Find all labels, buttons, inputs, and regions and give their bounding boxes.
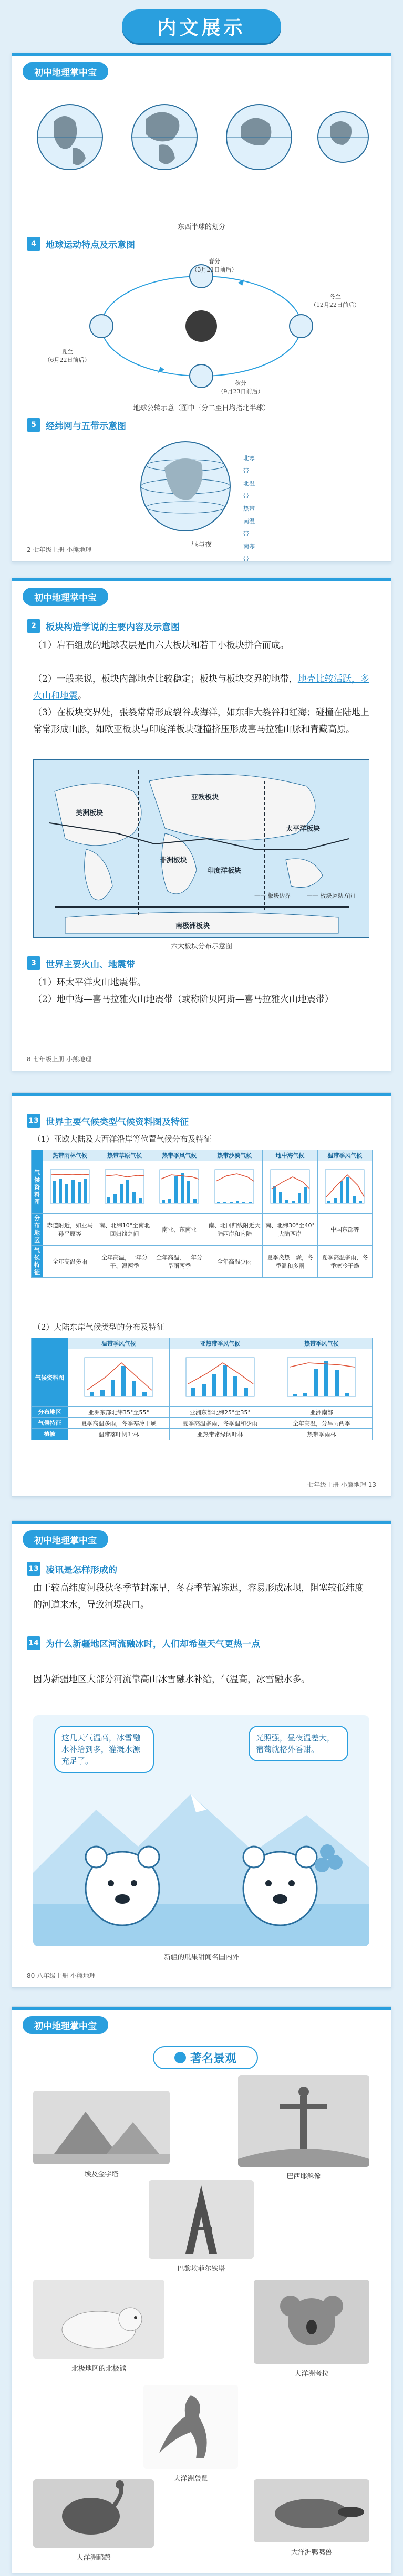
climograph xyxy=(282,1353,361,1401)
table-header: 温带季风气候 xyxy=(68,1338,170,1349)
legend-boundary: —— 板块边界 xyxy=(254,892,291,899)
zone-label: 南寒带 xyxy=(243,543,255,562)
illustration-caption: 新疆的瓜果甜闻名国内外 xyxy=(163,1954,239,1962)
table-header: 热带季风气候 xyxy=(271,1338,373,1349)
content-panel-4 xyxy=(12,1520,391,1988)
table-corner xyxy=(32,1150,43,1161)
climate-table-1 xyxy=(31,1150,373,1278)
orbit-caption: 地球公转示意（图中三分二至日均指北半球） xyxy=(133,404,270,412)
orbit-label-winter: 冬至 （12月22日前后） xyxy=(311,293,360,308)
panel-stripe xyxy=(12,1521,391,1524)
content-panel-1 xyxy=(12,53,391,562)
section-3-heading xyxy=(27,956,376,970)
climate-table-2 xyxy=(31,1338,373,1440)
section-number: 4 xyxy=(27,237,40,251)
table-row xyxy=(32,1161,373,1214)
sun-mark xyxy=(185,310,217,342)
climograph xyxy=(181,1353,260,1401)
climograph-cell xyxy=(206,1161,263,1214)
plate-map xyxy=(33,759,369,938)
section-badge: 初中地理掌中宝 xyxy=(23,62,108,80)
earth-orbit-diagram xyxy=(65,255,338,397)
page-footer: 七年级上册 小熊地理 13 xyxy=(307,1481,376,1488)
table-header: 热带草原气候 xyxy=(97,1150,152,1161)
section-number: 5 xyxy=(27,418,40,432)
orbit-label-autumn: 秋分 （9月23日前后） xyxy=(218,380,264,395)
hemisphere-globe-2 xyxy=(132,105,197,170)
page-footer: 2 七年级上册 小熊地理 xyxy=(27,546,92,554)
table-cell: 亚洲南部 xyxy=(271,1407,373,1418)
landmarks-title: 著名景观 xyxy=(190,2052,236,2066)
section-title: 凌讯是怎样形成的 xyxy=(46,1565,117,1576)
hemisphere-globe-1 xyxy=(37,105,102,170)
table-header: 地中海气候 xyxy=(263,1150,317,1161)
row-label: 分布地区 xyxy=(32,1407,68,1418)
photo-eiffel xyxy=(149,2180,254,2259)
plate-map-caption: 六大板块分布示意图 xyxy=(170,943,232,951)
panel-stripe xyxy=(12,2007,391,2010)
climate-zone-globe xyxy=(133,436,254,536)
plate-label: 美洲板块 xyxy=(76,809,104,817)
landmark-caption: 巴黎埃菲尔铁塔 xyxy=(177,2265,225,2273)
row-label: 气候特征 xyxy=(32,1418,68,1429)
plate-paragraph-2 xyxy=(33,671,372,704)
section-4-heading xyxy=(27,237,376,251)
table-cell: 亚洲东部北纬25°至35° xyxy=(170,1407,271,1418)
table-cell: 南、北回归线附近大陆西岸和内陆 xyxy=(206,1214,263,1246)
table-cell: 赤道附近，如亚马孙平原等 xyxy=(43,1214,97,1246)
page-footer: 8 七年级上册 小熊地理 xyxy=(27,1056,92,1063)
section-badge: 初中地理掌中宝 xyxy=(23,588,108,606)
plate-label: 亚欧板块 xyxy=(191,794,219,801)
page-title-banner: 内文展示 xyxy=(122,9,281,43)
row-label: 气候资料图 xyxy=(32,1349,68,1407)
zone-label: 热带 xyxy=(243,505,255,512)
table-2-heading: （2）大陆东岸气候类型的分布及特征 xyxy=(33,1322,164,1332)
plate-label: 太平洋板块 xyxy=(286,825,321,833)
climograph-cell xyxy=(43,1161,97,1214)
content-panel-2 xyxy=(12,578,391,1071)
section-badge: 初中地理掌中宝 xyxy=(23,1530,108,1548)
landmark-caption: 巴西耶稣像 xyxy=(286,2173,321,2181)
table-cell: 中国东部等 xyxy=(317,1214,372,1246)
hemisphere-globe-4 xyxy=(318,112,368,162)
zone-label: 北寒带 xyxy=(243,455,255,474)
plate-label: 南极洲板块 xyxy=(175,922,210,930)
table-cell: 温带落叶阔叶林 xyxy=(68,1429,170,1440)
climograph-cell xyxy=(317,1161,372,1214)
xinjiang-paragraph: 因为新疆地区大部分河流靠高山冰雪融水补给，气温高，冰雪融水多。 xyxy=(33,1674,310,1685)
section-number: 13 xyxy=(27,1562,40,1576)
climograph xyxy=(156,1165,203,1207)
panel-stripe xyxy=(12,1093,391,1096)
landmark-caption: 大洋洲袋鼠 xyxy=(173,2475,208,2483)
hemisphere-caption: 东西半球的划分 xyxy=(177,223,225,231)
plate-label: 非洲板块 xyxy=(160,857,188,864)
legend-motion: —— 板块运动方向 xyxy=(307,892,355,899)
section-title: 经纬网与五带示意图 xyxy=(46,421,126,432)
row-label: 气候特征 xyxy=(32,1246,43,1278)
climograph xyxy=(321,1165,368,1207)
table-cell: 热带季雨林 xyxy=(271,1429,373,1440)
section-title: 地球运动特点及示意图 xyxy=(46,239,135,251)
photo-emu xyxy=(33,2479,154,2548)
table-corner xyxy=(32,1338,68,1349)
page-footer: 80 八年级上册 小熊地理 xyxy=(27,1972,96,1979)
climograph xyxy=(79,1353,158,1401)
table-header: 温带季风气候 xyxy=(317,1150,372,1161)
table-cell: 夏季炎热干燥，冬季温和多雨 xyxy=(263,1246,317,1278)
hemisphere-maps xyxy=(33,90,369,221)
table-cell: 南、北纬30°至40°大陆西岸 xyxy=(263,1214,317,1246)
landmarks-heading xyxy=(153,2046,258,2069)
section-title: 世界主要气候类型气候资料图及特征 xyxy=(46,1117,189,1128)
table-cell: 全年高温，一年分旱雨两季 xyxy=(152,1246,206,1278)
climograph-cell xyxy=(152,1161,206,1214)
climograph xyxy=(211,1165,258,1207)
orbit-label-spring: 春分 （3月21日前后） xyxy=(191,258,237,273)
table-header: 热带雨林气候 xyxy=(43,1150,97,1161)
photo-pyramid xyxy=(33,2091,170,2164)
earth-winter xyxy=(290,315,313,338)
section-13-heading xyxy=(27,1562,376,1576)
table-cell: 全年高温多雨 xyxy=(43,1246,97,1278)
landmark-caption: 埃及金字塔 xyxy=(84,2171,119,2178)
landmark-caption: 大洋洲考拉 xyxy=(294,2370,329,2378)
table-1-heading: （1）亚欧大陆及大西洋沿岸等位置气候分布及特征 xyxy=(33,1134,212,1144)
table-header: 亚热带季风气候 xyxy=(170,1338,271,1349)
speech-bubble-left: 这几天气温高，冰雪融水补给到多，灌溉水源充足了。 xyxy=(54,1726,154,1773)
photo-polar-bear xyxy=(33,2280,164,2359)
table-header: 热带沙漠气候 xyxy=(206,1150,263,1161)
table-cell: 南亚、东南亚 xyxy=(152,1214,206,1246)
panel-stripe xyxy=(12,578,391,581)
globe-caption: 昼与夜 xyxy=(191,541,212,549)
content-panel-3 xyxy=(12,1092,391,1497)
text-run: （2）一般来说，板块内部地壳比较稳定；板块与板块交界的地带， xyxy=(33,674,298,684)
section-title: 为什么新疆地区河流融冰时，人们却希望天气更热一点 xyxy=(46,1639,260,1650)
table-row xyxy=(32,1407,373,1418)
table-cell: 亚热带常绿阔叶林 xyxy=(170,1429,271,1440)
volcano-line-2: （2）地中海—喜马拉雅火山地震带（或称阶贝阿斯—喜马拉雅火山地震带） xyxy=(33,994,334,1005)
speech-bubble-right: 光照强，昼夜温差大，葡萄就格外香甜。 xyxy=(249,1726,348,1761)
earth-summer xyxy=(90,315,113,338)
climograph xyxy=(266,1165,314,1207)
zone-label: 北温带 xyxy=(243,480,255,499)
section-number: 14 xyxy=(27,1636,40,1650)
table-row xyxy=(32,1338,373,1349)
table-cell: 夏季高温多雨，冬季寒冷干燥 xyxy=(68,1418,170,1429)
table-row xyxy=(32,1418,373,1429)
section-number: 3 xyxy=(27,956,40,970)
section-badge: 初中地理掌中宝 xyxy=(23,2016,108,2034)
row-label: 分布地区 xyxy=(32,1214,43,1246)
section-14-heading xyxy=(27,1636,376,1650)
landmark-caption: 大洋洲鸸鹋 xyxy=(76,2554,111,2562)
bear-left xyxy=(86,1847,159,1925)
section-title: 世界主要火山、地震带 xyxy=(46,959,135,970)
table-cell: 夏季高温多雨，冬季温和少雨 xyxy=(170,1418,271,1429)
landmark-caption: 大洋洲鸭嘴兽 xyxy=(291,2549,332,2557)
section-2-heading xyxy=(27,619,376,633)
section-13-heading xyxy=(27,1114,376,1128)
table-cell: 南、北纬10°至南北回归线之间 xyxy=(97,1214,152,1246)
climograph xyxy=(101,1165,148,1207)
table-cell: 夏季高温多雨，冬季寒冷干燥 xyxy=(317,1246,372,1278)
climograph-cell xyxy=(263,1161,317,1214)
orbit-label-summer: 夏至 （6月22日前后） xyxy=(44,348,90,363)
volcano-line-1: （1）环太平洋火山地震带。 xyxy=(33,977,146,988)
table-row xyxy=(32,1214,373,1246)
table-cell: 亚洲东部北纬35°至55° xyxy=(68,1407,170,1418)
ice-flood-paragraph: 由于较高纬度河段秋冬季节封冻早，冬春季节解冻迟，容易形成冰坝，阻塞较低纬度的河道来水，导致河堤决口。 xyxy=(33,1583,364,1610)
climograph-cell xyxy=(271,1349,373,1407)
hemisphere-globe-3 xyxy=(226,105,292,170)
plate-paragraph-3: （3）在板块交界处，張裂常常形成裂谷或海洋，如东非大裂谷和红海；碰撞在陆地上常常形成山脉，如欧亚板块与印度洋板块碰撞挤压形成喜马拉雅山脉和青藏高原。 xyxy=(33,707,369,735)
content-panel-5 xyxy=(12,2006,391,2573)
panel-stripe xyxy=(12,53,391,56)
table-cell: 全年高温，分旱雨两季 xyxy=(271,1418,373,1429)
climograph-cell xyxy=(97,1161,152,1214)
photo-christ-statue xyxy=(238,2075,369,2167)
plate-paragraph-1: （1）岩石组成的地球表层是由六大板块和若干小板块拼合而成。 xyxy=(33,640,289,651)
section-title: 板块构造学说的主要内容及示意图 xyxy=(46,622,180,633)
landmark-caption: 北极地区的北极熊 xyxy=(71,2365,126,2373)
table-row xyxy=(32,1349,373,1407)
table-row xyxy=(32,1429,373,1440)
zone-label: 南温带 xyxy=(243,518,255,537)
photo-koala xyxy=(254,2280,369,2364)
photo-kangaroo xyxy=(143,2385,238,2469)
text-run: 。 xyxy=(78,691,87,701)
table-header: 热带季风气候 xyxy=(152,1150,206,1161)
climograph-cell xyxy=(170,1349,271,1407)
table-cell: 全年高温，一年分干、湿两季 xyxy=(97,1246,152,1278)
climograph-cell xyxy=(68,1349,170,1407)
bear-illustration xyxy=(33,1715,369,1946)
highlight-text: 地壳比较活跃，多火山和地震 xyxy=(33,674,369,701)
photo-platypus xyxy=(254,2479,369,2542)
table-row xyxy=(32,1150,373,1161)
section-5-heading xyxy=(27,418,376,432)
climograph xyxy=(46,1165,94,1207)
row-label: 植被 xyxy=(32,1429,68,1440)
globe-icon xyxy=(174,2052,186,2063)
table-row xyxy=(32,1246,373,1278)
section-number: 13 xyxy=(27,1114,40,1128)
table-cell: 全年高温少雨 xyxy=(206,1246,263,1278)
plate-label: 印度洋板块 xyxy=(207,867,242,875)
row-label: 气候资料图 xyxy=(32,1161,43,1214)
section-number: 2 xyxy=(27,619,40,633)
